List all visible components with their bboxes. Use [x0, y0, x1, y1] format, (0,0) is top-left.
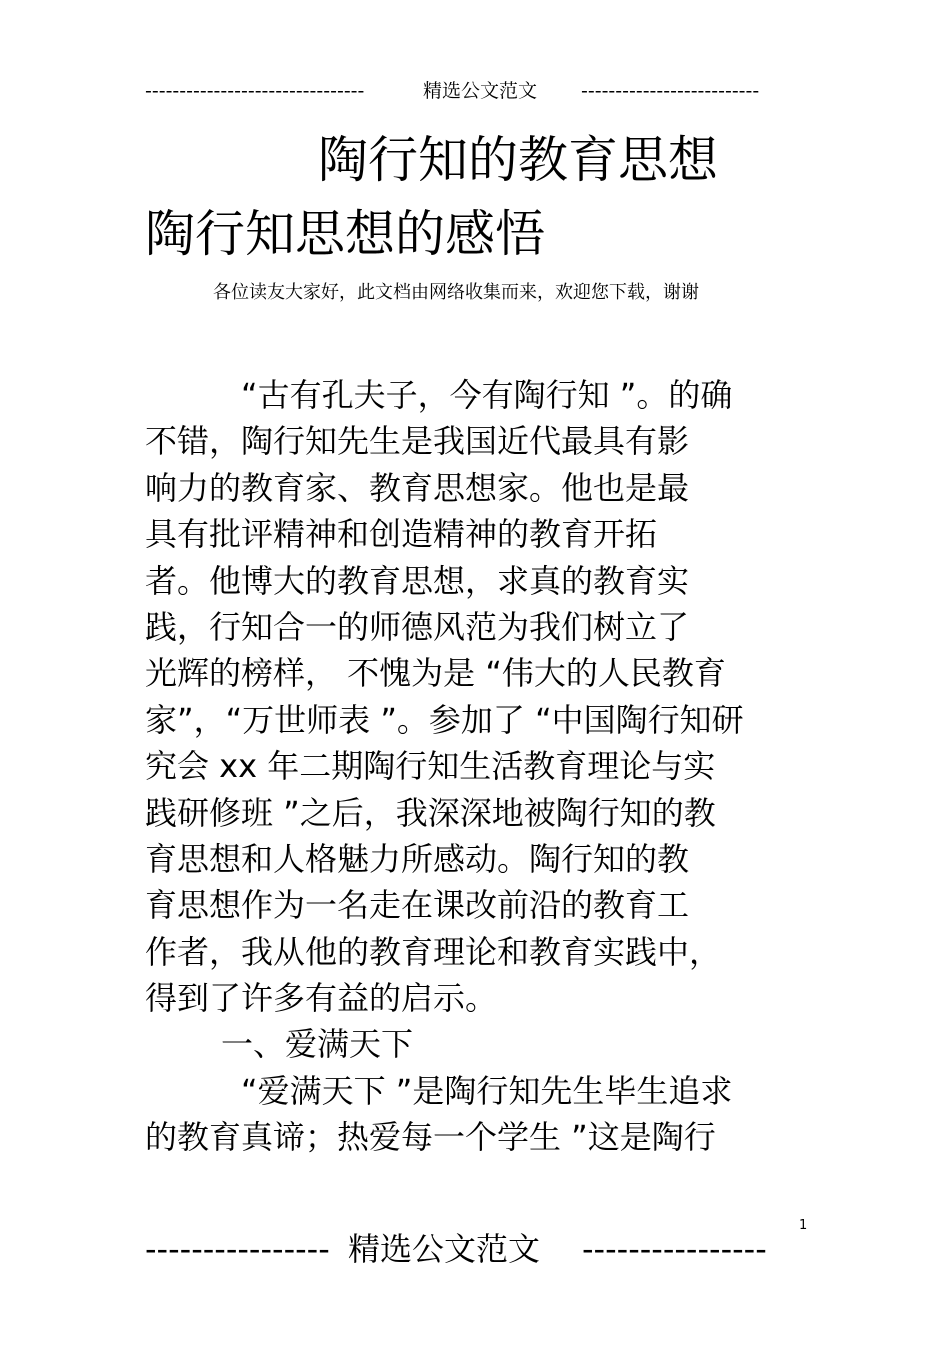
body-line: “古有孔夫子，今有陶行知 ”。的确	[241, 376, 733, 414]
body-line: 践研修班 ”之后，我深深地被陶行知的教	[145, 793, 716, 832]
title-line-2: 陶行知思想的感悟	[145, 205, 545, 263]
body-line: “爱满天下 ”是陶行知先生毕生追求	[241, 1071, 733, 1110]
body-line: 究会 xx 年二期陶行知生活教育理论与实	[145, 747, 716, 786]
body-line: 育思想作为一名走在课改前沿的教育工	[145, 886, 690, 925]
body-line: 家”，“万世师表 ”。参加了 “中国陶行知研	[145, 700, 744, 739]
footer-text: 精选公文范文	[348, 1230, 541, 1268]
header-dashes-right: --------------------------	[581, 80, 760, 102]
body-line: 光辉的榜样， 不愧为是 “伟大的人民教育	[145, 654, 726, 693]
body-line: 者。他博大的教育思想，求真的教育实	[145, 561, 690, 600]
title-line-1: 陶行知的教育思想	[318, 131, 718, 189]
body-line: 响力的教育家、教育思想家。他也是最	[145, 468, 690, 507]
section-heading: 一、爱满天下	[221, 1025, 414, 1064]
body-line: 得到了许多有益的启示。	[145, 979, 498, 1018]
footer-dashes-right: ----------------	[582, 1230, 767, 1268]
body-line: 践，行知合一的师德风范为我们树立了	[145, 607, 690, 646]
header-text: 精选公文范文	[423, 80, 538, 102]
page-number: 1	[799, 1218, 808, 1233]
footer-dashes-left: ----------------	[145, 1230, 330, 1268]
header-dashes-left: --------------------------------	[145, 80, 365, 102]
body-line: 不错，陶行知先生是我国近代最具有影	[145, 422, 690, 461]
body-line: 育思想和人格魅力所感动。陶行知的教	[145, 839, 690, 878]
body-line: 作者，我从他的教育理论和教育实践中，	[145, 932, 722, 971]
greeting-text: 各位读友大家好，此文档由网络收集而来，欢迎您下载，谢谢	[213, 282, 699, 303]
body-line: 的教育真谛；热爱每一个学生 ”这是陶行	[145, 1118, 716, 1157]
body-line: 具有批评精神和创造精神的教育开拓	[145, 515, 658, 554]
body-text	[145, 372, 805, 1161]
